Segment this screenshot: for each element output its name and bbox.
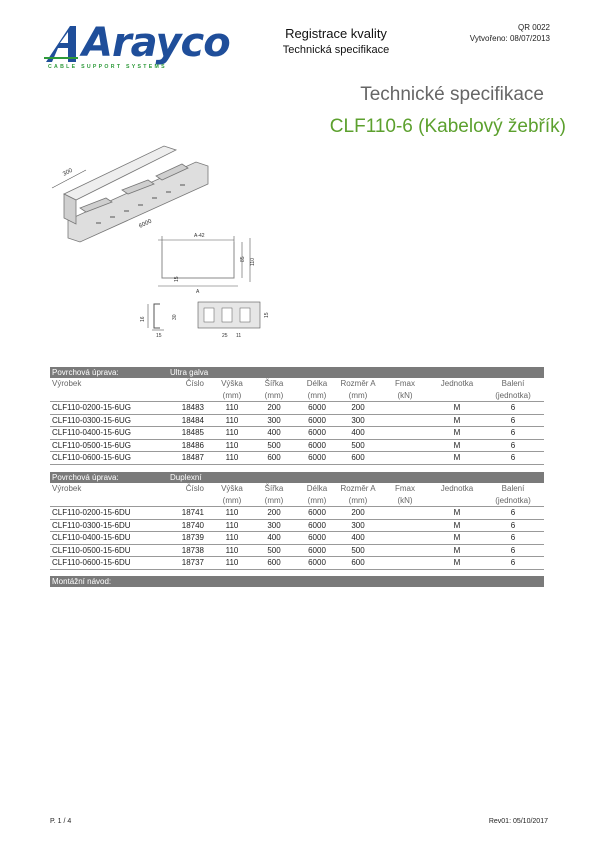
spec-table-ultra-galva (50, 367, 544, 465)
unit-pack: (jednotka) (495, 390, 531, 400)
cell-height: 110 (225, 403, 239, 412)
dim-p30: 30 (172, 314, 178, 320)
col-product: Výrobek (52, 379, 82, 388)
cell-pack: 6 (510, 508, 516, 517)
table-row (50, 415, 544, 428)
cell-length: 6000 (308, 403, 326, 412)
table-row (50, 557, 544, 570)
col-unit: Jednotka (440, 379, 474, 388)
cell-width: 200 (267, 508, 281, 517)
finish-bar (50, 367, 544, 378)
unit-width: (mm) (264, 390, 284, 400)
dim-a: A (196, 289, 200, 295)
col-width: Šířka (264, 379, 284, 388)
cell-number: 18737 (181, 558, 204, 567)
cell-product: CLF110-0600-15-6DU (52, 558, 131, 567)
cell-pack: 6 (510, 440, 516, 450)
cell-width: 600 (267, 453, 281, 462)
cell-height: 110 (225, 453, 239, 462)
cell-length: 6000 (308, 545, 326, 555)
unit-height: (mm) (222, 495, 242, 505)
col-length: Délka (306, 484, 328, 493)
cell-number: 18740 (181, 520, 204, 530)
finish-bar (50, 472, 544, 483)
dim-p16: 16 (140, 316, 146, 322)
header-subtitle: Technická specifikace (282, 44, 390, 56)
cell-product: CLF110-0500-15-6DU (52, 545, 131, 555)
cell-number: 18485 (181, 428, 204, 437)
cell-unit: M (453, 403, 461, 412)
dim-s11: 11 (236, 333, 242, 339)
cell-length: 6000 (308, 533, 326, 542)
cell-pack: 6 (510, 403, 516, 412)
created-date: Vytvořeno: 08/07/2013 (469, 34, 550, 43)
cell-pack: 6 (510, 453, 516, 462)
cell-dim-a: 600 (351, 558, 365, 567)
cell-width: 600 (267, 558, 281, 567)
cell-number: 18484 (181, 415, 204, 425)
cell-dim-a: 300 (351, 520, 365, 530)
table-units-row (50, 495, 544, 508)
cell-pack: 6 (510, 520, 516, 530)
cell-unit: M (453, 415, 461, 425)
cell-product: CLF110-0400-15-6DU (52, 533, 131, 542)
table-header-row (50, 483, 544, 495)
doc-code: QR 0022 (517, 23, 550, 32)
cell-unit: M (453, 508, 461, 517)
cell-number: 18483 (181, 403, 204, 412)
table-row (50, 520, 544, 533)
cell-number: 18739 (181, 533, 204, 542)
cell-dim-a: 200 (351, 403, 365, 412)
col-number: Číslo (185, 379, 204, 388)
dim-width: 300 (62, 167, 74, 178)
cell-number: 18487 (181, 453, 204, 462)
cell-unit: M (453, 428, 461, 437)
col-fmax: Fmax (395, 379, 415, 388)
cell-dim-a: 600 (351, 453, 365, 462)
cell-number: 18486 (181, 440, 204, 450)
cell-width: 300 (267, 520, 281, 530)
col-unit: Jednotka (440, 484, 474, 493)
cell-width: 500 (267, 440, 281, 450)
document-title: Technické specifikace (360, 84, 544, 105)
spec-table-duplex (50, 472, 544, 570)
cell-product: CLF110-0200-15-6UG (52, 403, 132, 412)
dim-h110: 110 (250, 258, 256, 266)
finish-value: Ultra galva (170, 368, 209, 377)
table-row (50, 532, 544, 545)
cell-height: 110 (225, 440, 239, 450)
dim-v15: 15 (264, 312, 270, 318)
logo-wordmark: Arayco (82, 20, 230, 66)
cell-unit: M (453, 440, 461, 450)
cell-pack: 6 (510, 558, 516, 567)
unit-length: (mm) (307, 390, 327, 400)
revision: Rev01: 05/10/2017 (488, 818, 548, 825)
cell-pack: 6 (510, 533, 516, 542)
dim-s25: 25 (222, 333, 228, 339)
unit-height: (mm) (222, 390, 242, 400)
cell-length: 6000 (308, 558, 326, 567)
col-dim-a: Rozměr A (340, 379, 376, 388)
unit-pack: (jednotka) (495, 495, 531, 505)
cell-length: 6000 (308, 415, 326, 425)
cell-number: 18738 (181, 545, 204, 555)
cell-product: CLF110-0300-15-6DU (52, 520, 131, 530)
dim-a-minus: A-42 (194, 233, 205, 239)
cell-height: 110 (225, 428, 239, 437)
dim-b15: 15 (156, 333, 162, 339)
cell-dim-a: 300 (351, 415, 365, 425)
cell-length: 6000 (308, 428, 326, 437)
cell-unit: M (453, 558, 461, 567)
table-row (50, 545, 544, 558)
unit-dim-a: (mm) (348, 495, 368, 505)
cell-product: CLF110-0200-15-6DU (52, 508, 131, 517)
cell-dim-a: 400 (351, 428, 365, 437)
dim-length: 6000 (138, 218, 153, 230)
page-number: P. 1 / 4 (50, 818, 72, 825)
col-dim-a: Rozměr A (340, 484, 376, 493)
cell-length: 6000 (308, 520, 326, 530)
header-title: Registrace kvality (285, 26, 387, 41)
unit-dim-a: (mm) (348, 390, 368, 400)
technical-drawing (46, 142, 276, 342)
col-product: Výrobek (52, 484, 82, 493)
assembly-label: Montážní návod: (52, 577, 112, 586)
table-row (50, 507, 544, 520)
col-fmax: Fmax (395, 484, 415, 493)
cell-product: CLF110-0300-15-6UG (52, 415, 132, 425)
cell-dim-a: 500 (351, 440, 365, 450)
table-row (50, 427, 544, 440)
cell-width: 200 (267, 403, 281, 412)
cell-pack: 6 (510, 415, 516, 425)
cell-unit: M (453, 520, 461, 530)
dim-h85: 85 (240, 256, 246, 262)
cell-length: 6000 (308, 453, 326, 462)
cell-unit: M (453, 545, 461, 555)
col-length: Délka (306, 379, 328, 388)
cell-length: 6000 (308, 508, 326, 517)
cell-width: 300 (267, 415, 281, 425)
col-pack: Balení (501, 379, 525, 388)
col-width: Šířka (264, 484, 284, 493)
col-height: Výška (221, 379, 243, 388)
table-row (50, 440, 544, 453)
cell-dim-a: 200 (351, 508, 365, 517)
col-height: Výška (221, 484, 243, 493)
logo-tagline: CABLE SUPPORT SYSTEMS (48, 64, 167, 70)
cell-product: CLF110-0400-15-6UG (52, 428, 132, 437)
cell-height: 110 (225, 545, 239, 555)
cell-pack: 6 (510, 428, 516, 437)
unit-width: (mm) (264, 495, 284, 505)
col-number: Číslo (185, 484, 204, 493)
table-header-row (50, 378, 544, 390)
cell-height: 110 (225, 533, 239, 542)
dim-t15: 15 (174, 276, 180, 282)
cell-width: 500 (267, 545, 281, 555)
col-pack: Balení (501, 484, 525, 493)
cell-unit: M (453, 533, 461, 542)
table-units-row (50, 390, 544, 403)
cell-product: CLF110-0600-15-6UG (52, 453, 132, 462)
finish-value: Duplexní (170, 473, 202, 482)
cell-height: 110 (225, 558, 239, 567)
cell-dim-a: 400 (351, 533, 365, 542)
product-title: CLF110-6 (Kabelový žebřík) (329, 116, 566, 137)
cell-dim-a: 500 (351, 545, 365, 555)
cell-height: 110 (225, 415, 239, 425)
assembly-section (50, 576, 544, 587)
cell-width: 400 (267, 428, 281, 437)
cell-height: 110 (225, 520, 239, 530)
cell-unit: M (453, 453, 461, 462)
header-meta (470, 22, 550, 44)
finish-label: Povrchová úprava: (52, 368, 119, 377)
finish-label: Povrchová úprava: (52, 473, 119, 482)
cell-pack: 6 (510, 545, 516, 555)
assembly-bar (50, 576, 544, 587)
unit-fmax: (kN) (397, 390, 413, 400)
table-row (50, 452, 544, 465)
unit-fmax: (kN) (397, 495, 413, 505)
table-row (50, 402, 544, 415)
cell-height: 110 (225, 508, 239, 517)
cell-number: 18741 (181, 508, 204, 517)
unit-length: (mm) (307, 495, 327, 505)
cell-width: 400 (267, 533, 281, 542)
cell-product: CLF110-0500-15-6UG (52, 440, 132, 450)
cell-length: 6000 (308, 440, 326, 450)
